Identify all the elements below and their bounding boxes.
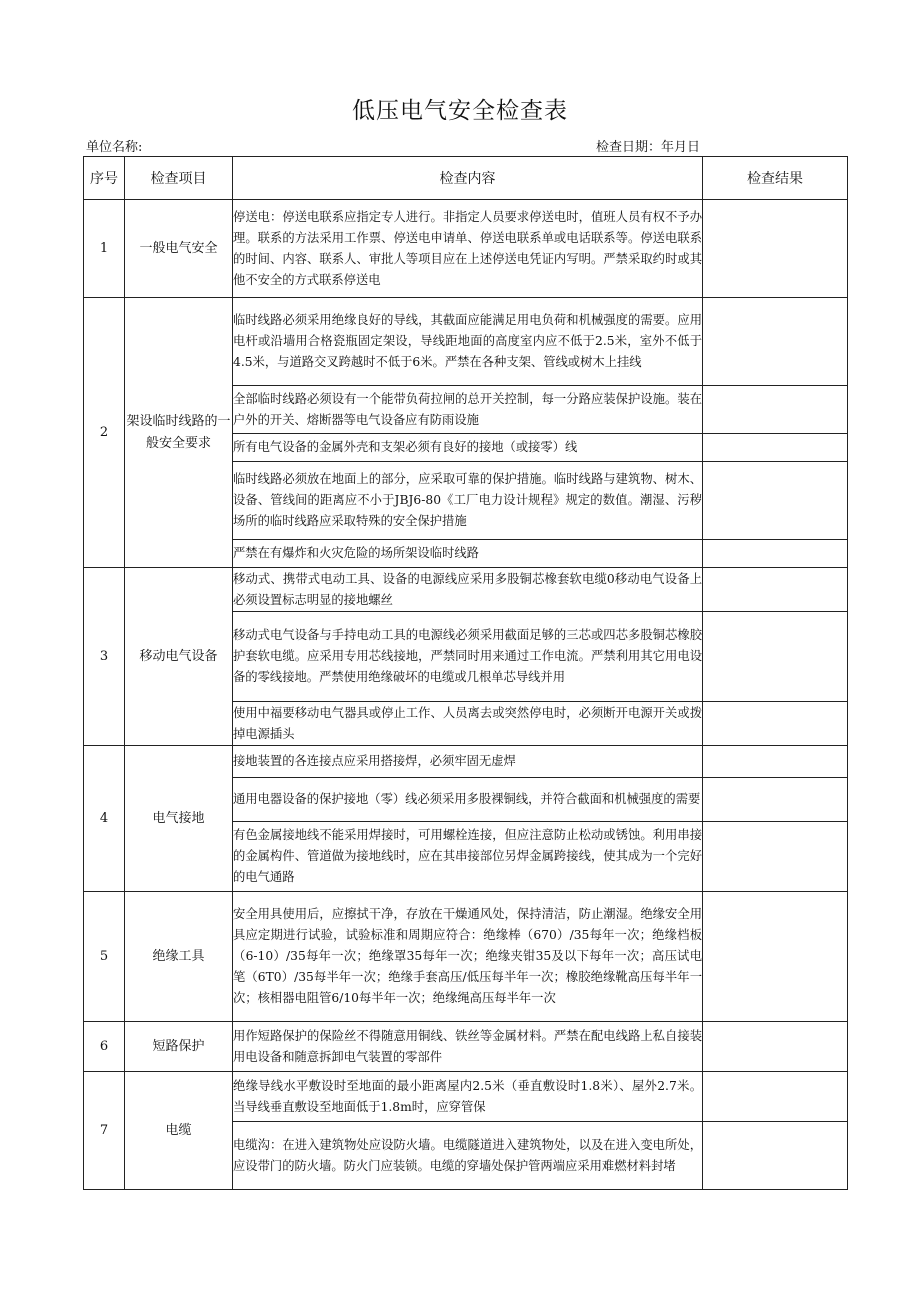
check-result-cell[interactable] (703, 540, 848, 568)
check-content: 临时线路必须放在地面上的部分，应采取可靠的保护措施。临时线路与建筑物、树木、设备、管线间的距离应不小于JBJ6-80《工厂电力设计规程》规定的数值。潮湿、污秽场所的临时线路应采取特殊的安全保护措施 (233, 462, 703, 540)
table-row (84, 1072, 848, 1122)
check-content: 停送电：停送电联系应指定专人进行。非指定人员要求停送电时，值班人员有权不予办理。联系的方法采用工作票、停送电申请单、停送电联系单或电话联系等。停送电联系的时间、内容、联系人、审批人等项目应在上述停送电凭证内写明。严禁采取约时或其他不安全的方式联系停送电 (233, 200, 703, 298)
check-content: 全部临时线路必须设有一个能带负荷拉闸的总开关控制，每一分路应装保护设施。装在户外的开关、熔断器等电气设备应有防雨设施 (233, 386, 703, 434)
check-result-cell[interactable] (703, 778, 848, 822)
check-content: 接地装置的各连接点应采用搭接焊，必须牢固无虚焊 (233, 746, 703, 778)
header-num: 序号 (84, 157, 125, 200)
check-item: 电缆 (125, 1072, 233, 1190)
table-body (84, 200, 848, 1190)
table-row (84, 568, 848, 612)
check-result-cell[interactable] (703, 822, 848, 892)
check-item: 短路保护 (125, 1022, 233, 1072)
check-item: 移动电气设备 (125, 568, 233, 746)
row-number: 7 (84, 1072, 125, 1190)
check-result-cell[interactable] (703, 612, 848, 702)
check-content: 安全用具使用后，应擦拭干净，存放在干燥通风处，保持清洁，防止潮湿。绝缘安全用具应定期进行试验，试验标准和周期应符合：绝缘棒（670）/35每年一次；绝缘档板（6-10）/35每年一次；绝缘罩35每年一次；绝缘夹钳35及以下每年一次；高压试电笔（6T0）/35每半年一次；绝缘手套高压/低压每半年一次；橡胶绝缘靴高压每半年一次；核相器电阻管6/10每半年一次；绝缘绳高压每半年一次 (233, 892, 703, 1022)
page-title: 低压电气安全检查表 (352, 98, 568, 124)
check-content: 使用中福要移动电气器具或停止工作、人员离去或突然停电时，必须断开电源开关或拨掉电源插头 (233, 702, 703, 746)
check-content: 所有电气设备的金属外壳和支架必须有良好的接地（或接零）线 (233, 434, 703, 462)
check-result-cell[interactable] (703, 386, 848, 434)
row-number: 2 (84, 298, 125, 568)
row-number: 4 (84, 746, 125, 892)
table-row (84, 892, 848, 1022)
check-content: 有色金属接地线不能采用焊接时，可用螺栓连接，但应注意防止松动或锈蚀。利用串接的金属构件、管道做为接地线时，应在其串接部位另焊金属跨接线，使其成为一个完好的电气通路 (233, 822, 703, 892)
inspection-table (83, 156, 848, 1190)
row-number: 6 (84, 1022, 125, 1072)
check-content: 用作短路保护的保险丝不得随意用铜线、铁丝等金属材料。严禁在配电线路上私自接装用电设备和随意拆卸电气装置的零部件 (233, 1022, 703, 1072)
header-result: 检查结果 (703, 157, 848, 200)
check-item: 一般电气安全 (125, 200, 233, 298)
check-result-cell[interactable] (703, 434, 848, 462)
table-row (84, 746, 848, 778)
check-item: 绝缘工具 (125, 892, 233, 1022)
check-content: 电缆沟：在进入建筑物处应设防火墙。电缆隧道进入建筑物处，以及在进入变电所处，应设带门的防火墙。防火门应装锁。电缆的穿墙处保护管两端应采用难燃材料封堵 (233, 1122, 703, 1190)
check-result-cell[interactable] (703, 1072, 848, 1122)
row-number: 5 (84, 892, 125, 1022)
check-content: 严禁在有爆炸和火灾危险的场所架设临时线路 (233, 540, 703, 568)
check-item: 电气接地 (125, 746, 233, 892)
check-result-cell[interactable] (703, 1122, 848, 1190)
check-result-cell[interactable] (703, 298, 848, 386)
header-content: 检查内容 (233, 157, 703, 200)
check-result-cell[interactable] (703, 568, 848, 612)
check-item: 架设临时线路的一般安全要求 (125, 298, 233, 568)
header-row (84, 157, 848, 200)
check-result-cell[interactable] (703, 892, 848, 1022)
check-date-label: 检查日期：年月日 (596, 140, 701, 155)
check-content: 移动式电气设备与手持电动工具的电源线必须采用截面足够的三芯或四芯多股铜芯橡胶护套软电缆。应采用专用芯线接地，严禁同时用来通过工作电流。严禁利用其它用电设备的零线接地。严禁使用绝缘破坏的电缆或几根单芯导线并用 (233, 612, 703, 702)
check-content: 绝缘导线水平敷设时至地面的最小距离屋内2.5米（垂直敷设时1.8米）、屋外2.7米。当导线垂直敷设至地面低于1.8m时，应穿管保 (233, 1072, 703, 1122)
check-result-cell[interactable] (703, 1022, 848, 1072)
check-result-cell[interactable] (703, 200, 848, 298)
row-number: 3 (84, 568, 125, 746)
header-item: 检查项目 (125, 157, 233, 200)
check-result-cell[interactable] (703, 746, 848, 778)
check-content: 移动式、携带式电动工具、设备的电源线应采用多股铜芯橡套软电缆0移动电气设备上必须设置标志明显的接地螺丝 (233, 568, 703, 612)
table-row (84, 1022, 848, 1072)
check-result-cell[interactable] (703, 702, 848, 746)
row-number: 1 (84, 200, 125, 298)
check-result-cell[interactable] (703, 462, 848, 540)
check-content: 临时线路必须采用绝缘良好的导线，其截面应能满足用电负荷和机械强度的需要。应用电杆或沿墙用合格瓷瓶固定架设，导线距地面的高度室内应不低于2.5米，室外不低于4.5米，与道路交叉跨越时不低于6米。严禁在各种支架、管线或树木上挂线 (233, 298, 703, 386)
check-content: 通用电器设备的保护接地（零）线必须采用多股裸铜线，并符合截面和机械强度的需要 (233, 778, 703, 822)
table-row (84, 200, 848, 298)
unit-name-label: 单位名称: (86, 140, 143, 155)
table-row (84, 298, 848, 386)
